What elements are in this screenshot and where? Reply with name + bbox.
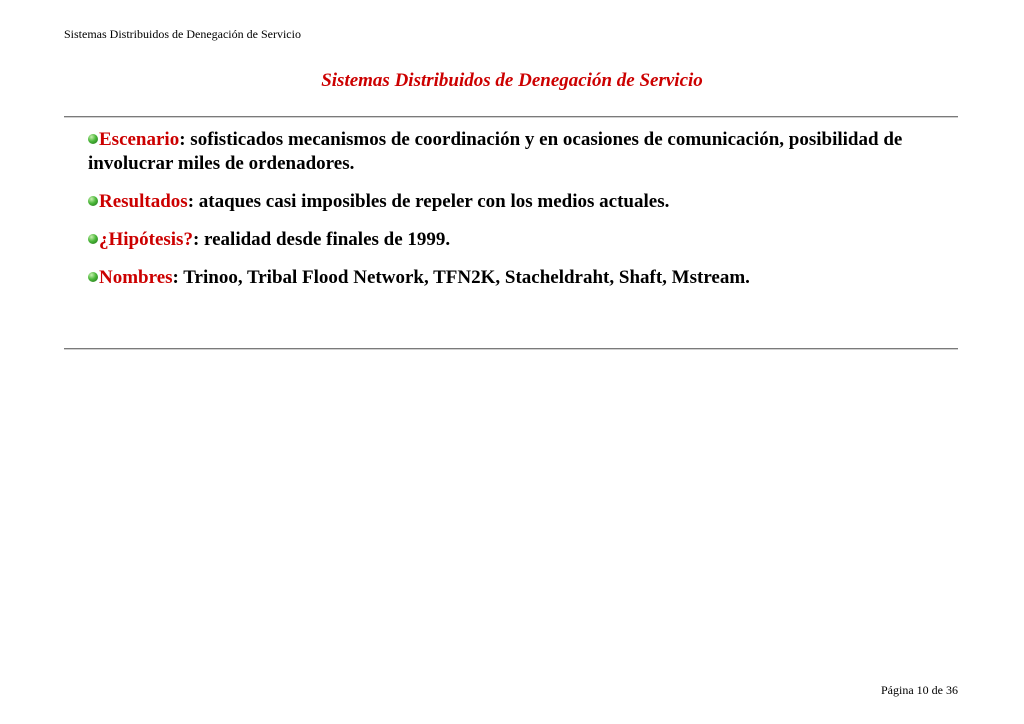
green-sphere-bullet-icon [88, 196, 98, 206]
list-item-escenario [88, 128, 928, 176]
top-divider [64, 116, 958, 118]
bottom-divider [64, 348, 958, 350]
list-item-nombres [88, 266, 928, 290]
term-hipotesis: ¿Hipótesis? [99, 229, 193, 250]
text-resultados: : ataques casi imposibles de repeler con los medios actuales. [187, 191, 670, 212]
list-item-hipotesis [88, 228, 928, 252]
page-number: Página 10 de 36 [881, 683, 958, 697]
green-sphere-bullet-icon [88, 134, 98, 144]
text-nombres: : Trinoo, Tribal Flood Network, TFN2K, Stacheldraht, Shaft, Mstream. [172, 267, 750, 288]
page-title: Sistemas Distribuidos de Denegación de Servicio [321, 70, 703, 91]
term-resultados: Resultados [99, 191, 188, 212]
list-item-resultados [88, 190, 928, 214]
green-sphere-bullet-icon [88, 234, 98, 244]
term-nombres: Nombres [99, 267, 173, 288]
term-escenario: Escenario [99, 129, 180, 150]
text-escenario: : sofisticados mecanismos de coordinación y en ocasiones de comunicación, posibilidad de involucrar miles de ordenadores. [88, 129, 903, 174]
bullet-list [88, 128, 928, 304]
running-header: Sistemas Distribuidos de Denegación de Servicio [64, 27, 301, 41]
green-sphere-bullet-icon [88, 272, 98, 282]
text-hipotesis: : realidad desde finales de 1999. [192, 229, 451, 250]
